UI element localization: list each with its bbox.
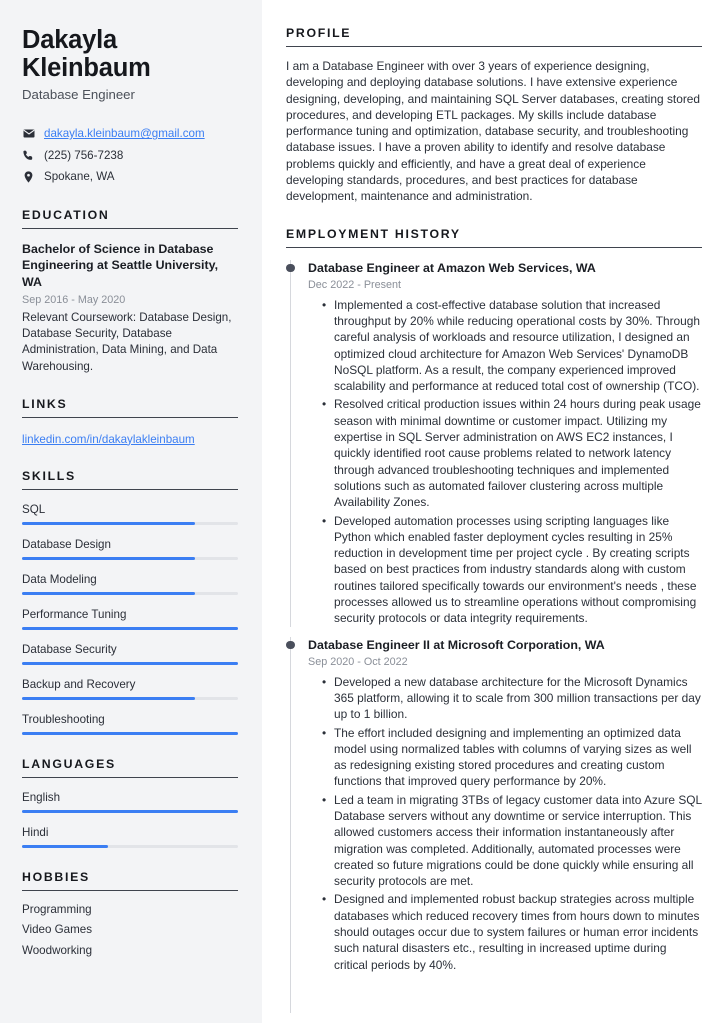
skill-label: Troubleshooting	[22, 712, 105, 726]
skill-bar-track	[22, 732, 238, 735]
skill-bar-track	[22, 522, 238, 525]
skill-bar-fill	[22, 522, 195, 525]
hobbies-list	[22, 900, 238, 962]
language-bar-fill	[22, 845, 108, 848]
skill-item	[22, 607, 238, 630]
education-date: Sep 2016 - May 2020	[22, 294, 126, 306]
skill-label: Database Security	[22, 642, 117, 656]
timeline-dot-icon	[286, 641, 295, 650]
employment-heading: EMPLOYMENT HISTORY	[286, 227, 702, 248]
job-bullets	[308, 674, 702, 973]
phone-icon	[22, 150, 35, 161]
language-label: Hindi	[22, 825, 49, 839]
contact-phone-text: (225) 756-7238	[44, 148, 124, 162]
language-label: English	[22, 790, 61, 804]
language-item	[22, 790, 238, 813]
job-entry	[286, 637, 702, 973]
job-entry	[286, 260, 702, 627]
contact-email-text[interactable]: dakayla.kleinbaum@gmail.com	[44, 127, 205, 141]
job-title: Database Engineer II at Microsoft Corporation, WA	[308, 637, 605, 652]
job-bullet: • Developed a new database architecture for the Microsoft Dynamics 365 platform, allowing it to scale from 300 million transactions per day up to 1 billion.	[334, 674, 702, 723]
job-date: Dec 2022 - Present	[308, 278, 402, 291]
skill-bar-fill	[22, 557, 195, 560]
candidate-job-title: Database Engineer	[22, 87, 135, 102]
contact-list	[22, 125, 238, 186]
envelope-icon	[22, 129, 35, 138]
hobby-item: Woodworking	[22, 943, 93, 957]
skill-bar-track	[22, 592, 238, 595]
language-bar-track	[22, 845, 238, 848]
job-bullet: • Led a team in migrating 3TBs of legacy customer data into Azure SQL Database servers without any downtime or service interruption. This allowed customers access their information instantaneously after migration was completed. Additionally, automated processes were created so future migrations could be done quickly while ensuring all security protocols are met.	[334, 792, 702, 890]
skill-bar-track	[22, 557, 238, 560]
contact-email-row[interactable]	[22, 125, 238, 143]
timeline-dot-icon	[286, 264, 295, 273]
skill-label: Database Design	[22, 537, 111, 551]
skill-label: Backup and Recovery	[22, 677, 136, 691]
job-bullet: • The effort included designing and implementing an optimized data model using normalized tables with columns of varying sizes as well as redesigning existing stored procedures and creating custom functions that improved query performance by 20%.	[334, 725, 702, 790]
contact-phone-row	[22, 147, 238, 165]
job-bullet: • Developed automation processes using scripting languages like Python which enabled faster deployment cycles resulting in 25% reduction in development time per project cycle . By creating scripts based on best practices from industry standards along with custom routines tailored specifically towards our environment's needs , these processes allowed us to streamline operations without compromising security protocols or data integrity requirements.	[334, 513, 702, 627]
job-title: Database Engineer at Amazon Web Services, WA	[308, 260, 596, 275]
links-heading: LINKS	[22, 397, 238, 418]
hobby-item: Video Games	[22, 923, 93, 937]
employment-section	[286, 227, 702, 973]
skill-item	[22, 712, 238, 735]
education-heading: EDUCATION	[22, 208, 238, 229]
skill-item	[22, 572, 238, 595]
languages-heading: LANGUAGES	[22, 757, 238, 778]
skill-item	[22, 642, 238, 665]
job-bullet: • Designed and implemented robust backup strategies across multiple databases which reduced recovery times from hours down to minutes should outages occur due to system failures or human error incidents such natural disasters etc., resulting in increased uptime during critical periods by 40%.	[334, 891, 702, 972]
skill-bar-track	[22, 662, 238, 665]
sidebar	[0, 0, 262, 1023]
skill-item	[22, 502, 238, 525]
language-item	[22, 825, 238, 848]
skill-bar-fill	[22, 592, 195, 595]
job-bullets	[308, 297, 702, 627]
profile-heading: PROFILE	[286, 26, 702, 47]
language-bar-fill	[22, 810, 238, 813]
skill-label: SQL	[22, 502, 46, 516]
skill-item	[22, 537, 238, 560]
hobbies-section	[22, 870, 238, 962]
job-bullet: • Implemented a cost-effective database solution that increased throughput by 20% while reducing operational costs by 30%. Through careful analysis of workloads and resource utilization, I designed an optimized cloud architecture for Amazon Web Services' DynamoDB NoSQL platform. As a result, the company experienced improved scalability and performance at reduced total cost of ownership (TCO).	[334, 297, 702, 395]
education-degree: Bachelor of Science in Database Engineering at Seattle University, WA	[22, 241, 219, 289]
skill-bar-track	[22, 627, 238, 630]
links-section	[22, 397, 238, 447]
skill-bar-fill	[22, 627, 238, 630]
skills-heading: SKILLS	[22, 469, 238, 490]
profile-text: I am a Database Engineer with over 3 years of experience designing, developing and deploying database solutions. I have extensive experience designing, developing, and maintaining SQL Server databases, creating stored procedures, and developing ETL packages. My skills include database performance tuning and optimization, database security, and troubleshooting database issues. I have a proven ability to identify and resolve database problems quickly and efficiently, and have a great deal of experience developing standards, procedures, and best practices for database development, maintenance and administration.	[286, 59, 701, 204]
hobby-item: Programming	[22, 902, 92, 916]
education-description: Relevant Coursework: Database Design, Database Security, Database Administration, Data Mining, and Data Warehousing.	[22, 311, 232, 373]
link-item[interactable]: linkedin.com/in/dakaylakleinbaum	[22, 432, 195, 446]
languages-section	[22, 757, 238, 848]
job-bullet: • Resolved critical production issues within 24 hours during peak usage season with minimal downtime or customer impact. Utilizing my expertise in SQL Server administration on AWS EC2 instances, I quickly identified root cause problems related to network latency through advanced troubleshooting techniques and implemented solutions such as automated failover clustering across multiple Availability Zones.	[334, 396, 702, 510]
skill-bar-fill	[22, 662, 238, 665]
education-section	[22, 208, 238, 375]
skill-bar-fill	[22, 732, 238, 735]
hobbies-heading: HOBBIES	[22, 870, 238, 891]
skill-bar-fill	[22, 697, 195, 700]
main-column	[262, 0, 724, 1023]
language-bar-track	[22, 810, 238, 813]
skill-label: Performance Tuning	[22, 607, 127, 621]
contact-location-row	[22, 168, 238, 186]
map-pin-icon	[22, 171, 35, 183]
skill-bar-track	[22, 697, 238, 700]
skills-section	[22, 469, 238, 735]
profile-section	[286, 26, 702, 205]
contact-location-text: Spokane, WA	[44, 170, 115, 184]
skill-label: Data Modeling	[22, 572, 97, 586]
candidate-name: Dakayla Kleinbaum	[22, 26, 151, 82]
skill-item	[22, 677, 238, 700]
job-date: Sep 2020 - Oct 2022	[308, 655, 408, 668]
